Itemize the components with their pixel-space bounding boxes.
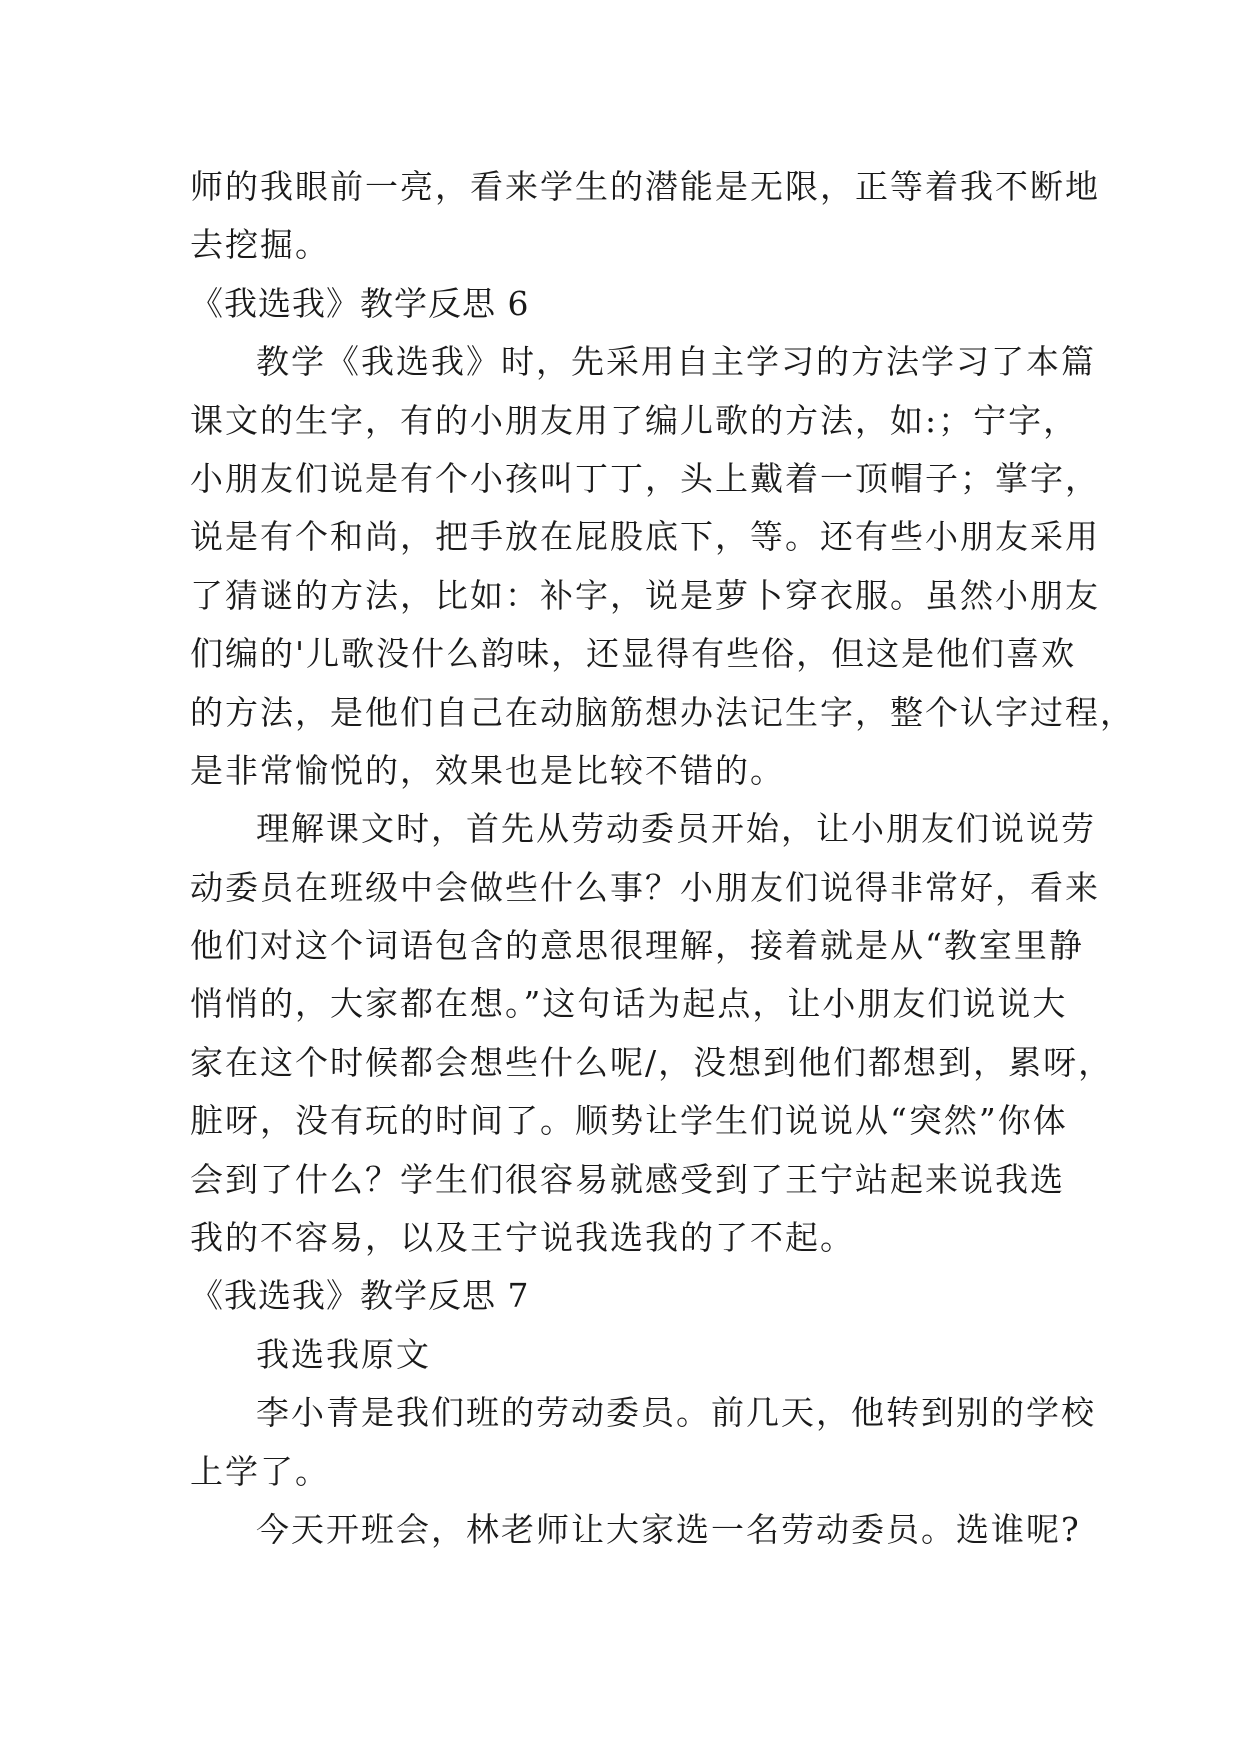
text-line: 去挖掘。 <box>190 225 330 265</box>
text-line: 动委员在班级中会做些什么事？小朋友们说得非常好，看来 <box>190 867 1100 907</box>
section-heading: 《我选我》教学反思 7 <box>190 1276 530 1316</box>
text-line: 他们对这个词语包含的意思很理解，接着就是从“教室里静 <box>190 926 1084 966</box>
paragraph-first-line: 李小青是我们班的劳动委员。前几天，他转到别的学校 <box>256 1393 1096 1433</box>
text-line: 会到了什么？学生们很容易就感受到了王宁站起来说我选 <box>190 1159 1065 1199</box>
text-line: 的方法，是他们自己在动脑筋想办法记生字，整个认字过程， <box>190 692 1135 732</box>
text-line: 悄悄的，大家都在想。”这句话为起点，让小朋友们说说大 <box>190 984 1068 1024</box>
text-line: 们编的'儿歌没什么韵味，还显得有些俗，但这是他们喜欢 <box>190 634 1077 674</box>
text-line: 师的我眼前一亮，看来学生的潜能是无限，正等着我不断地 <box>190 167 1100 206</box>
paragraph-first-line: 理解课文时，首先从劳动委员开始，让小朋友们说说劳 <box>256 809 1096 849</box>
section-heading: 《我选我》教学反思 6 <box>190 283 530 323</box>
subheading: 我选我原文 <box>256 1334 431 1374</box>
text-line: 上学了。 <box>190 1451 330 1491</box>
text-line: 脏呀，没有玩的时间了。顺势让学生们说说从“突然”你体 <box>190 1101 1068 1141</box>
text-line: 了猜谜的方法，比如：补字，说是萝卜穿衣服。虽然小朋友 <box>190 575 1100 615</box>
text-line: 说是有个和尚，把手放在屁股底下，等。还有些小朋友采用 <box>190 517 1100 557</box>
text-line: 我的不容易，以及王宁说我选我的了不起。 <box>190 1218 855 1258</box>
text-line: 课文的生字，有的小朋友用了编儿歌的方法，如:；宁字， <box>190 400 1079 440</box>
text-line: 小朋友们说是有个小孩叫丁丁，头上戴着一顶帽子；掌字， <box>190 458 1100 498</box>
paragraph-first-line: 今天开班会，林老师让大家选一名劳动委员。选谁呢? <box>256 1509 1081 1549</box>
text-line: 是非常愉悦的，效果也是比较不错的。 <box>190 750 785 790</box>
paragraph-first-line: 教学《我选我》时，先采用自主学习的方法学习了本篇 <box>256 342 1096 382</box>
document-body <box>190 158 1135 1559</box>
text-line: 家在这个时候都会想些什么呢/，没想到他们都想到，累呀， <box>190 1042 1114 1082</box>
